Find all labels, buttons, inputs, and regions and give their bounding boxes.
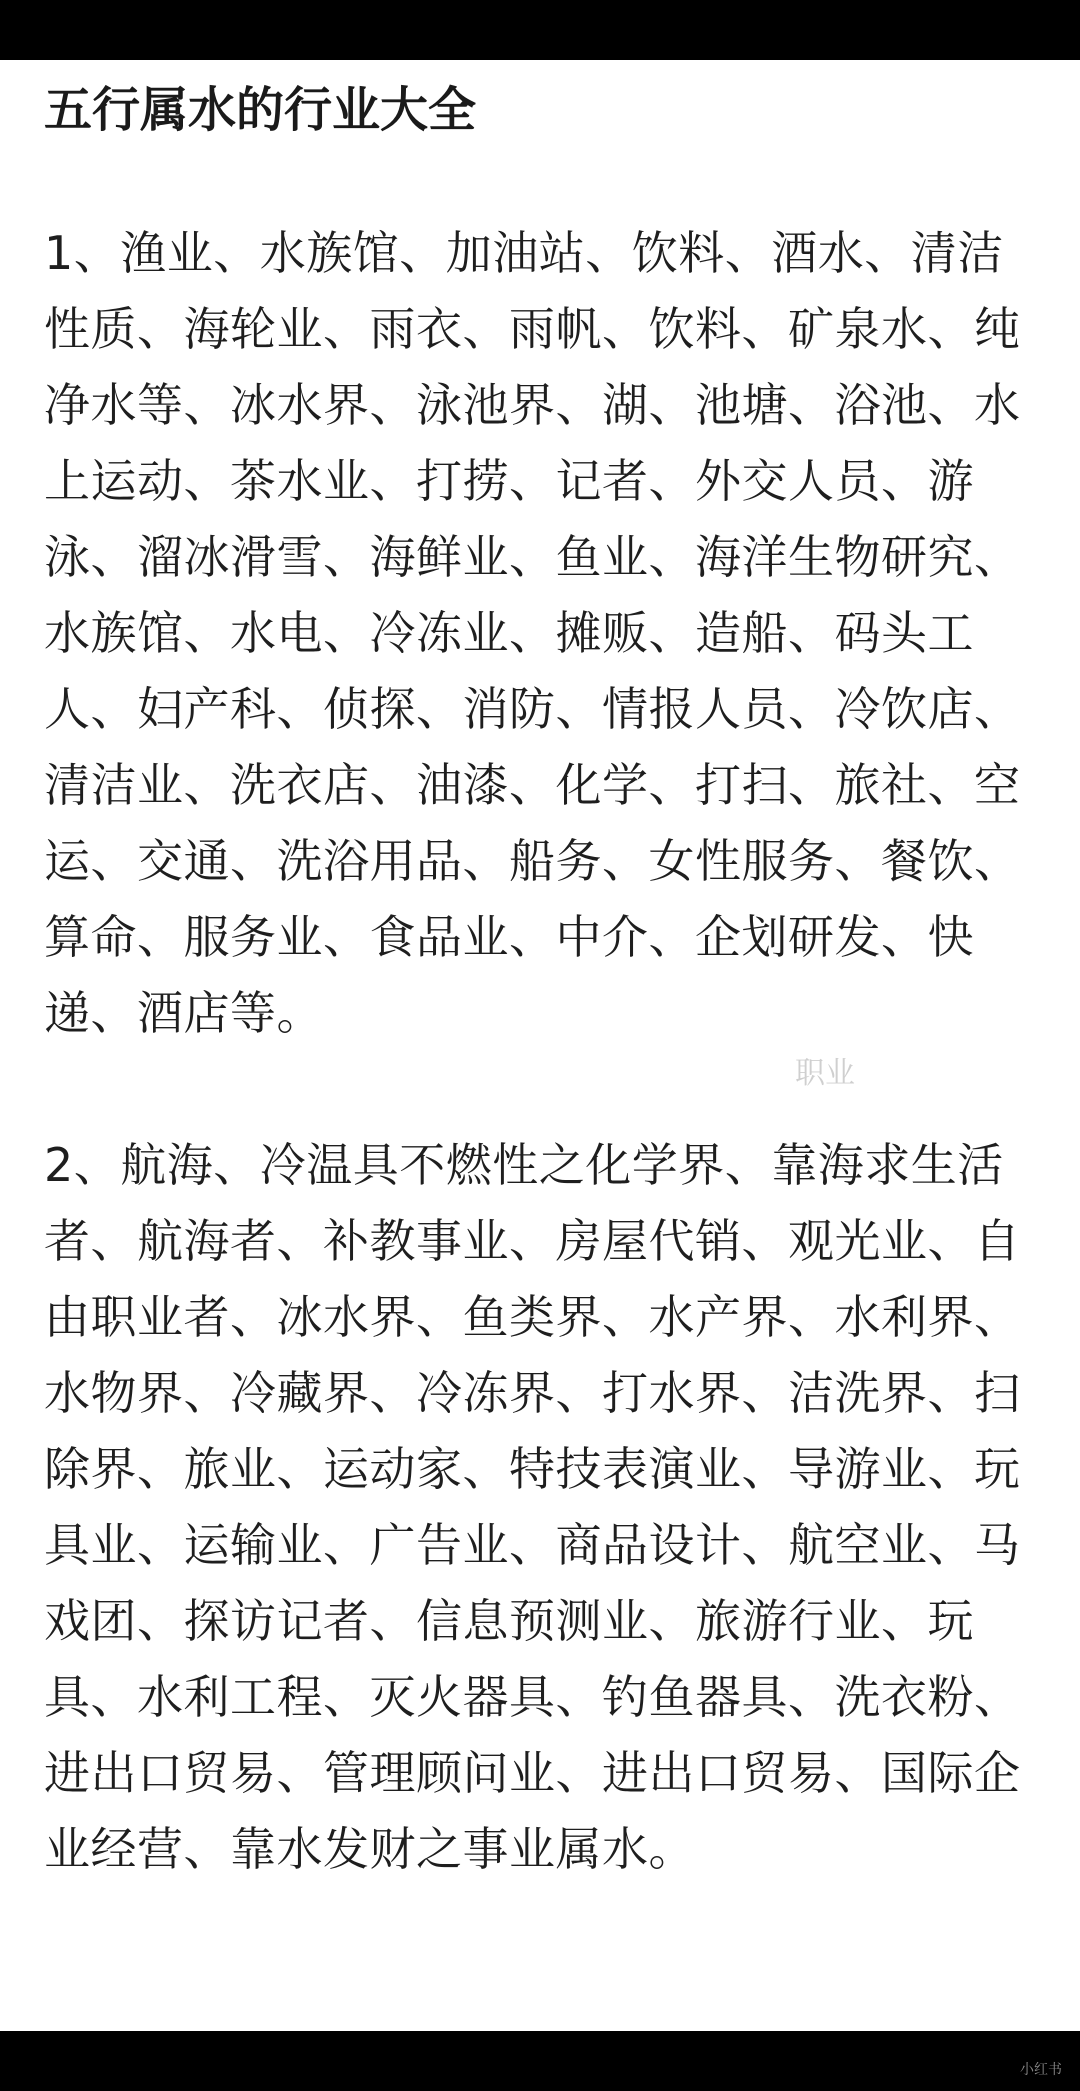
top-black-bar [0,0,1080,60]
faint-overlay-text: 职业 [795,1056,855,1091]
paragraph-1: 1、渔业、水族馆、加油站、饮料、酒水、清洁性质、海轮业、雨衣、雨帆、饮料、矿泉水、纯净水等、冰水界、泳池界、湖、池塘、浴池、水上运动、茶水业、打捞、记者、外交人员、游泳、溜冰滑雪、海鲜业、鱼业、海洋生物研究、水族馆、水电、冷冻业、摊贩、造船、码头工人、妇产科、侦探、消防、情报人员、冷饮店、清洁业、洗衣店、油漆、化学、打扫、旅社、空运、交通、洗浴用品、船务、女性服务、餐饮、算命、服务业、食品业、中介、企划研发、快递、酒店等。 [44,226,1021,1040]
paragraph-2: 2、航海、冷温具不燃性之化学界、靠海求生活者、航海者、补教事业、房屋代销、观光业、自由职业者、冰水界、鱼类界、水产界、水利界、水物界、冷藏界、冷冻界、打水界、洁洗界、扫除界、旅业、运动家、特技表演业、导游业、玩具业、运输业、广告业、商品设计、航空业、马戏团、探访记者、信息预测业、旅游行业、玩具、水利工程、灭火器具、钓鱼器具、洗衣粉、进出口贸易、管理顾问业、进出口贸易、国际企业经营、靠水发财之事业属水。 [44,1138,1021,1876]
article-content [44,70,1044,1887]
article-title: 五行属水的行业大全 [44,82,477,138]
bottom-black-bar [0,2031,1080,2091]
watermark-text: 小红书 [1020,2062,1062,2078]
